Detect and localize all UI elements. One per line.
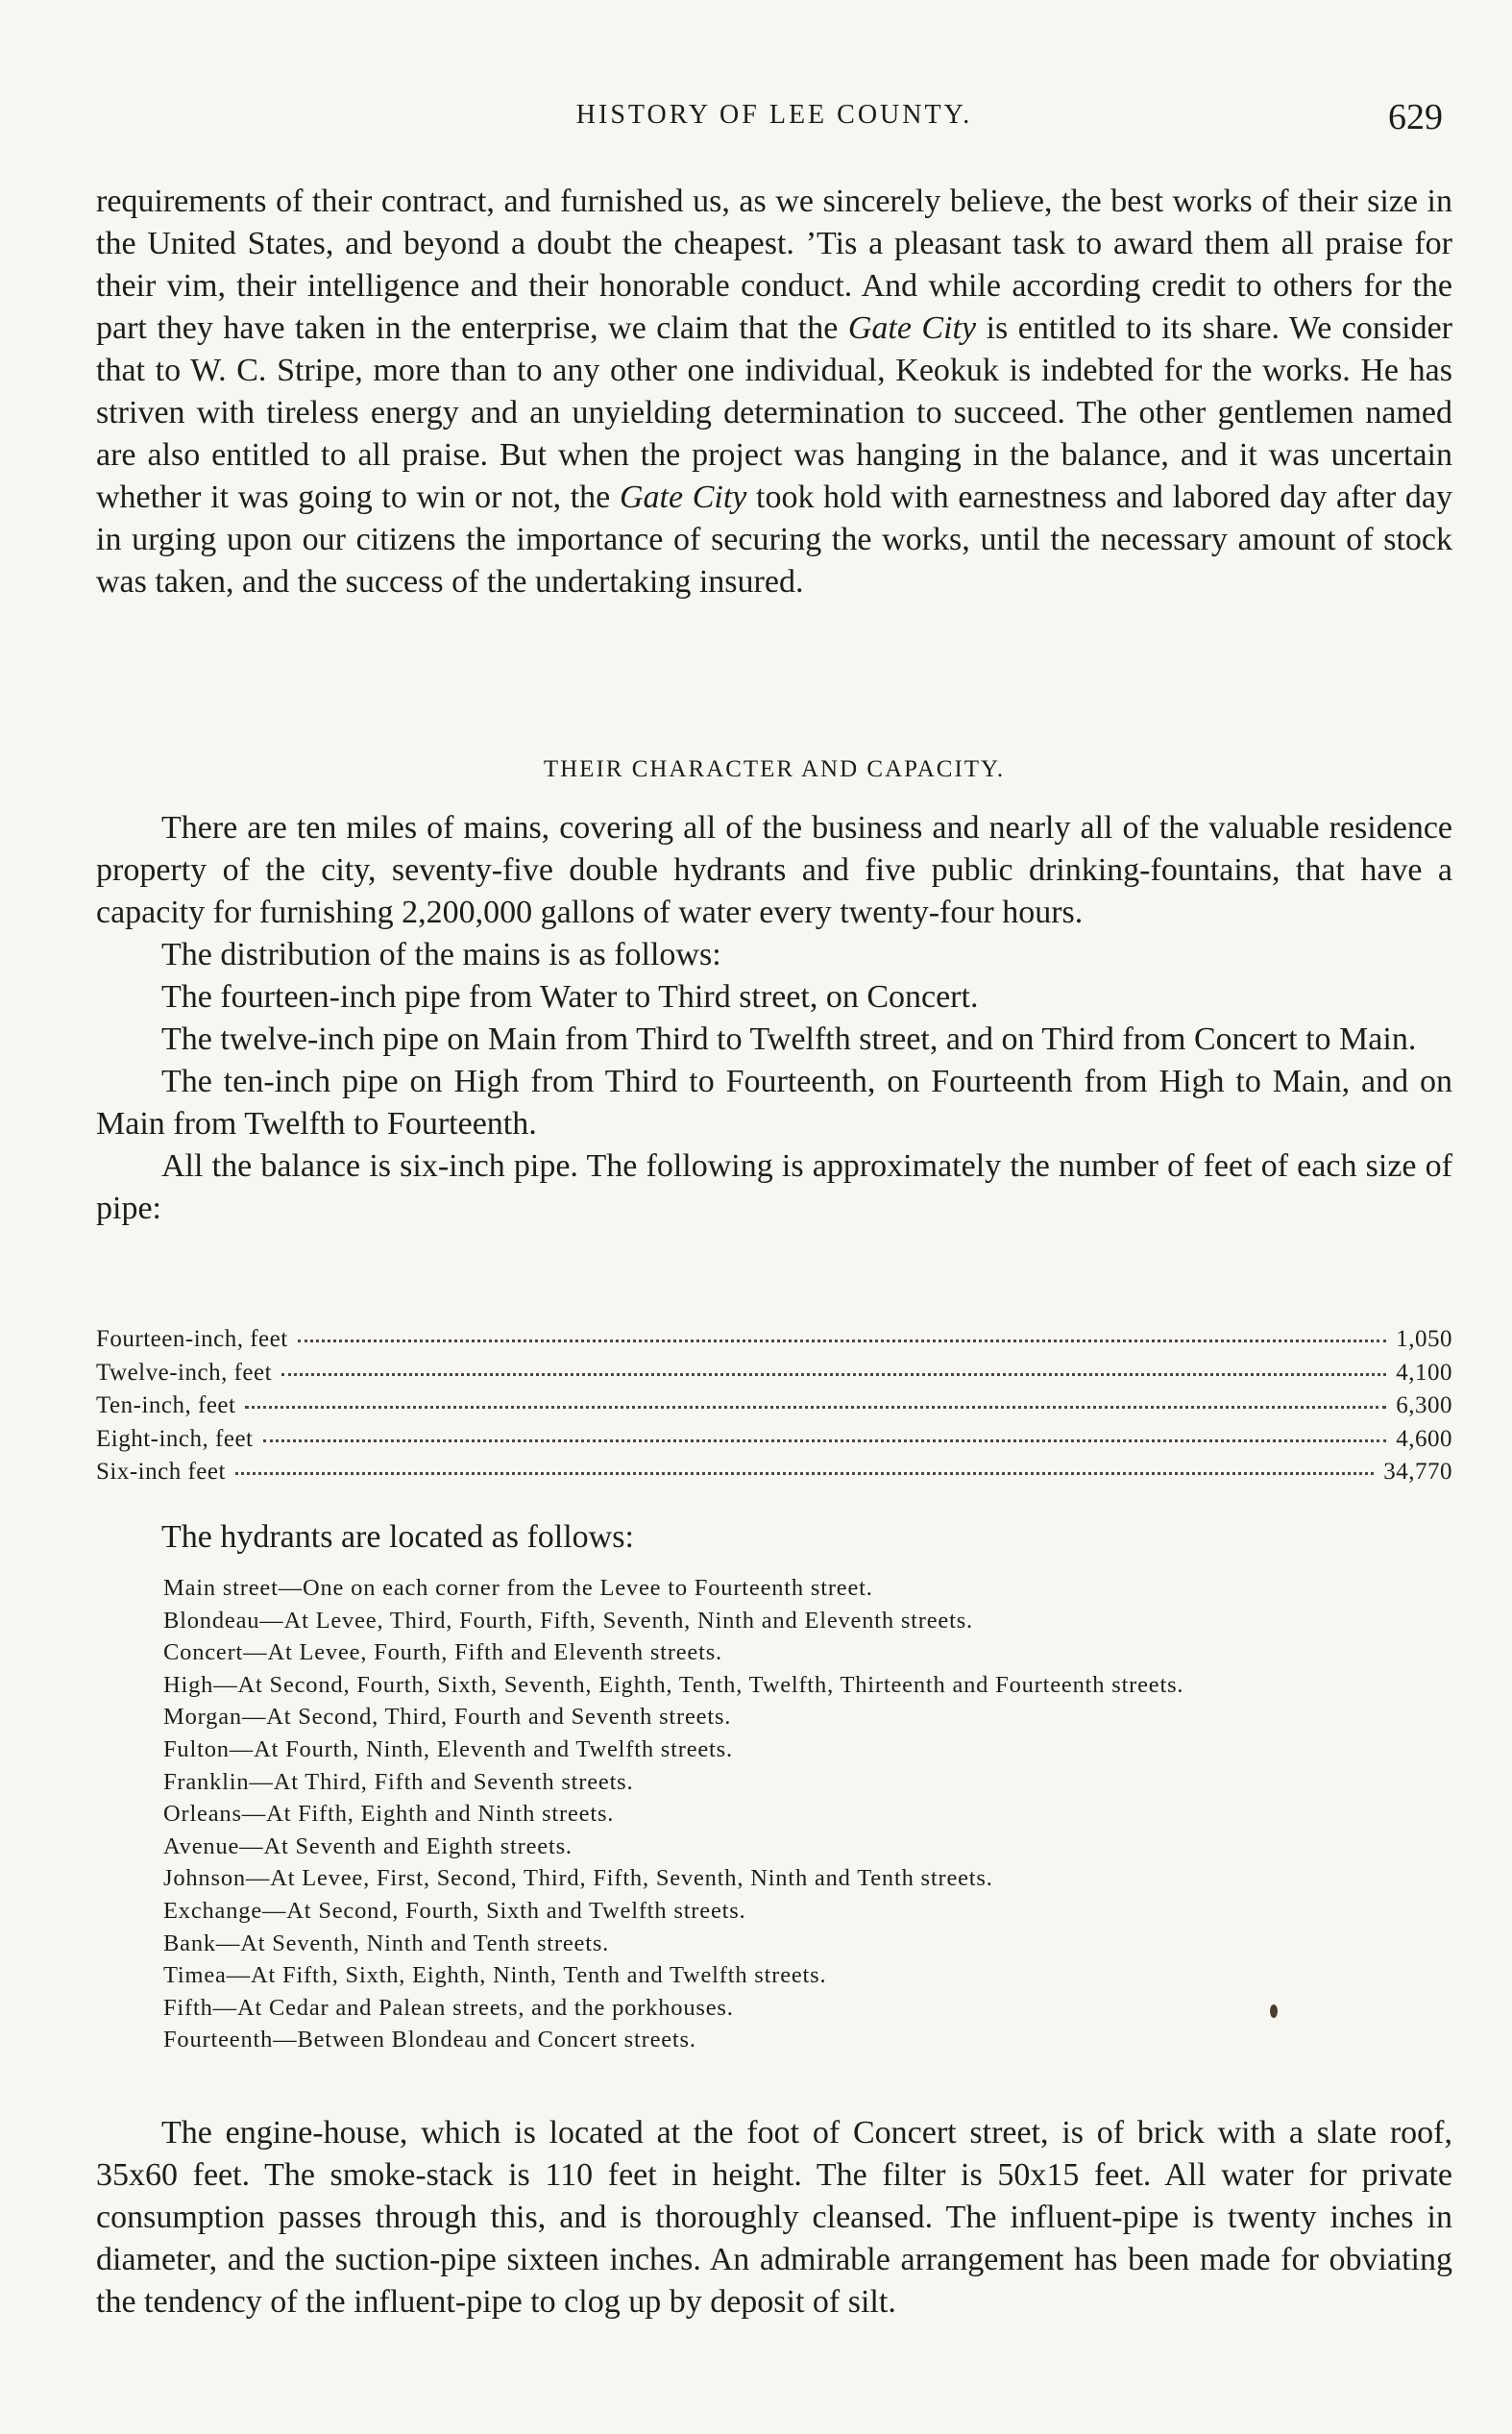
pipe-length-value: 4,100 <box>1396 1359 1452 1386</box>
section-heading: THEIR CHARACTER AND CAPACITY. <box>543 756 1006 782</box>
body-paragraph: All the balance is six-inch pipe. The following is approximately the number of feet of each size of pipe: <box>96 1148 1452 1226</box>
body-paragraph: The ten-inch pipe on High from Third to Fourteenth, on Fourteenth from High to Main, and on Main from Twelfth to Fourteenth. <box>96 1064 1452 1142</box>
pipe-size-label: Six-inch feet <box>96 1459 226 1485</box>
opening-paragraph <box>96 181 1452 603</box>
list-item: Orleans—At Fifth, Eighth and Ninth streets. <box>163 1801 615 1828</box>
closing-paragraph: The engine-house, which is located at the foot of Concert street, is of brick with a slate roof, 35x60 feet. The smoke-stack is 110 feet in height. The filter is 50x15 feet. All water for private consumption passes through this, and is thoroughly cleansed. The influent-pipe is twenty inches in diameter, and the suction-pipe sixteen inches. An admirable arrangement has been made for obviating the tendency of the influent-pipe to clog up by deposit of silt. <box>96 2115 1452 2320</box>
list-item: Fourteenth—Between Blondeau and Concert streets. <box>163 2027 696 2053</box>
table-row <box>96 1426 1452 1460</box>
paragraph-text: took hold with earnestness and labored day after day in urging upon our citizens the importance of securing the works, until the necessary amount of stock was taken, and the success of the undertaking insured. <box>96 479 1452 600</box>
running-head <box>96 96 1452 138</box>
pipe-length-value: 6,300 <box>1396 1392 1452 1418</box>
dot-leader <box>245 1406 1386 1409</box>
paragraph-text: requirements of their contract, and furnished us, as we sincerely believe, the best works of their size in the United States, and beyond a doubt the cheapest. ’Tis a pleasant task to award them all praise for their vim, their intelligence and their honorable conduct. And while according credit to others for the part they have taken in the enterprise, we claim that the <box>96 184 1452 346</box>
list-item: Fulton—At Fourth, Ninth, Eleventh and Twelfth streets. <box>163 1735 733 1762</box>
list-item: Johnson—At Levee, First, Second, Third, Fifth, Seventh, Ninth and Tenth streets. <box>163 1865 993 1892</box>
list-item: Fifth—At Cedar and Palean streets, and the porkhouses. <box>163 1994 734 2021</box>
dot-leader <box>281 1373 1386 1376</box>
running-title: HISTORY OF LEE COUNTY. <box>575 100 973 130</box>
pipe-size-label: Eight-inch, feet <box>96 1425 254 1452</box>
table-row <box>96 1459 1452 1492</box>
list-item: Bank—At Seventh, Ninth and Tenth streets. <box>163 1930 610 1956</box>
hydrants-intro: The hydrants are located as follows: <box>161 1519 634 1555</box>
closing-paragraph-block <box>96 2112 1452 2323</box>
pipe-length-value: 1,050 <box>1396 1326 1452 1352</box>
list-item: Franklin—At Third, Fifth and Seventh streets. <box>163 1768 634 1795</box>
list-item: Blondeau—At Levee, Third, Fourth, Fifth, Seventh, Ninth and Eleventh streets. <box>163 1607 973 1634</box>
body-paragraph: The fourteen-inch pipe from Water to Third street, on Concert. <box>161 979 979 1015</box>
body-paragraph: There are ten miles of mains, covering all of the business and nearly all of the valuable residence property of the city, seventy-five double hydrants and five public drinking-fountains, that have a capacity for furnishing 2,200,000 gallons of water every twenty-four hours. <box>96 810 1452 930</box>
newspaper-name: Gate City <box>847 310 977 346</box>
list-item: Concert—At Levee, Fourth, Fifth and Eleventh streets. <box>163 1639 722 1666</box>
list-item: Morgan—At Second, Third, Fourth and Seventh streets. <box>163 1704 732 1731</box>
dot-leader <box>298 1340 1387 1342</box>
table-row <box>96 1326 1452 1360</box>
ink-speck <box>1270 2004 1278 2018</box>
hydrant-location-list <box>96 1572 1452 2056</box>
list-item: Main street—One on each corner from the Levee to Fourteenth street. <box>163 1575 873 1601</box>
pipe-length-table <box>96 1326 1452 1492</box>
pipe-size-label: Ten-inch, feet <box>96 1392 236 1418</box>
body-section <box>96 807 1452 1230</box>
list-item: High—At Second, Fourth, Sixth, Seventh, Eighth, Tenth, Twelfth, Thirteenth and Fourteenth streets. <box>163 1671 1184 1698</box>
body-paragraph: The distribution of the mains is as follows: <box>161 937 721 972</box>
newspaper-name: Gate City <box>619 479 747 515</box>
pipe-size-label: Fourteen-inch, feet <box>96 1326 288 1352</box>
dot-leader <box>263 1439 1387 1442</box>
body-paragraph: The twelve-inch pipe on Main from Third to Twelfth street, and on Third from Concert to Main. <box>161 1021 1417 1057</box>
table-row <box>96 1360 1452 1393</box>
pipe-length-value: 34,770 <box>1383 1459 1452 1485</box>
page-number: 629 <box>1388 97 1443 137</box>
pipe-length-value: 4,600 <box>1396 1425 1452 1452</box>
dot-leader <box>235 1472 1374 1475</box>
pipe-size-label: Twelve-inch, feet <box>96 1359 273 1386</box>
list-item: Avenue—At Seventh and Eighth streets. <box>163 1832 573 1859</box>
table-row <box>96 1392 1452 1426</box>
paragraph-text: is entitled to its share. We consider that to W. C. Stripe, more than to any other one individual, Keokuk is indebted for the works. He has striven with tireless energy and an unyielding determination to succeed. The other gentlemen named are also entitled to all praise. But when the project was hanging in the balance, and it was uncertain whether it was going to win or not, the <box>96 310 1452 515</box>
hydrants-intro-block <box>96 1516 1452 1559</box>
opening-paragraph-block <box>96 181 1452 603</box>
list-item: Timea—At Fifth, Sixth, Eighth, Ninth, Tenth and Twelfth streets. <box>163 1962 827 1989</box>
list-item: Exchange—At Second, Fourth, Sixth and Twelfth streets. <box>163 1897 746 1924</box>
